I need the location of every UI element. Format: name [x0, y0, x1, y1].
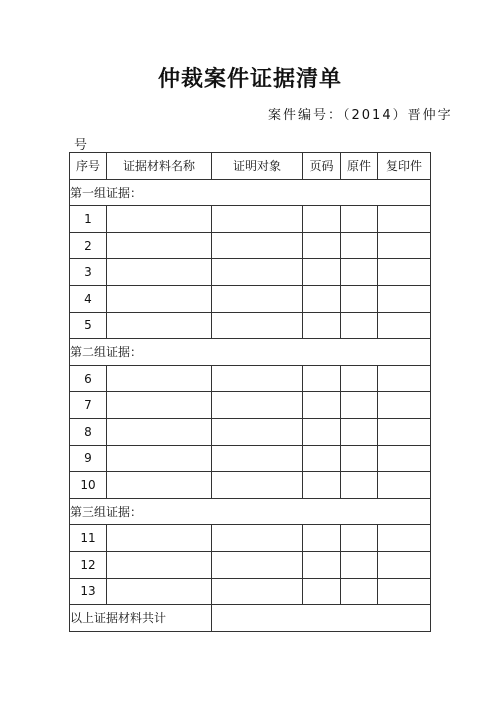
header-material-name: 证据材料名称 [107, 153, 212, 180]
cell-original[interactable] [341, 312, 378, 339]
row-number: 1 [70, 206, 107, 233]
header-original: 原件 [341, 153, 378, 180]
group-label: 第一组证据： [70, 179, 431, 206]
evidence-table [69, 152, 431, 632]
cell-copy[interactable] [378, 392, 431, 419]
cell-copy[interactable] [378, 551, 431, 578]
row-number: 12 [70, 551, 107, 578]
table-row [70, 312, 431, 339]
cell-proof-object[interactable] [212, 312, 303, 339]
cell-original[interactable] [341, 232, 378, 259]
document-title: 仲裁案件证据清单 [157, 66, 342, 92]
row-number: 2 [70, 232, 107, 259]
cell-material-name[interactable] [107, 206, 212, 233]
cell-proof-object[interactable] [212, 578, 303, 605]
cell-page[interactable] [303, 392, 341, 419]
group-row [70, 339, 431, 366]
cell-page[interactable] [303, 365, 341, 392]
cell-material-name[interactable] [107, 472, 212, 499]
case-number-tail: 号 [74, 138, 88, 153]
cell-copy[interactable] [378, 259, 431, 286]
cell-page[interactable] [303, 418, 341, 445]
table-row [70, 551, 431, 578]
cell-material-name[interactable] [107, 578, 212, 605]
table-row [70, 418, 431, 445]
row-number: 5 [70, 312, 107, 339]
cell-copy[interactable] [378, 365, 431, 392]
cell-material-name[interactable] [107, 392, 212, 419]
cell-proof-object[interactable] [212, 365, 303, 392]
cell-material-name[interactable] [107, 525, 212, 552]
row-number: 9 [70, 445, 107, 472]
table-row [70, 525, 431, 552]
cell-page[interactable] [303, 578, 341, 605]
cell-original[interactable] [341, 551, 378, 578]
cell-copy[interactable] [378, 285, 431, 312]
cell-proof-object[interactable] [212, 232, 303, 259]
cell-material-name[interactable] [107, 285, 212, 312]
cell-copy[interactable] [378, 472, 431, 499]
table-row [70, 285, 431, 312]
header-row [70, 153, 431, 180]
cell-material-name[interactable] [107, 445, 212, 472]
total-label: 以上证据材料共计 [70, 605, 212, 632]
group-label: 第二组证据： [70, 339, 431, 366]
cell-original[interactable] [341, 285, 378, 312]
table-row [70, 578, 431, 605]
row-number: 4 [70, 285, 107, 312]
cell-material-name[interactable] [107, 312, 212, 339]
row-number: 3 [70, 259, 107, 286]
cell-material-name[interactable] [107, 259, 212, 286]
cell-proof-object[interactable] [212, 392, 303, 419]
cell-original[interactable] [341, 418, 378, 445]
cell-copy[interactable] [378, 445, 431, 472]
row-number: 8 [70, 418, 107, 445]
cell-original[interactable] [341, 472, 378, 499]
cell-copy[interactable] [378, 578, 431, 605]
cell-proof-object[interactable] [212, 418, 303, 445]
table-row [70, 206, 431, 233]
row-number: 11 [70, 525, 107, 552]
cell-page[interactable] [303, 445, 341, 472]
group-row [70, 498, 431, 525]
cell-proof-object[interactable] [212, 472, 303, 499]
table-row [70, 472, 431, 499]
cell-original[interactable] [341, 578, 378, 605]
cell-copy[interactable] [378, 206, 431, 233]
row-number: 10 [70, 472, 107, 499]
cell-page[interactable] [303, 285, 341, 312]
header-proof-object: 证明对象 [212, 153, 303, 180]
table-row [70, 445, 431, 472]
cell-proof-object[interactable] [212, 551, 303, 578]
cell-page[interactable] [303, 525, 341, 552]
cell-proof-object[interactable] [212, 259, 303, 286]
cell-original[interactable] [341, 365, 378, 392]
table-row [70, 232, 431, 259]
cell-copy[interactable] [378, 312, 431, 339]
cell-proof-object[interactable] [212, 285, 303, 312]
cell-original[interactable] [341, 392, 378, 419]
cell-copy[interactable] [378, 418, 431, 445]
cell-original[interactable] [341, 259, 378, 286]
cell-original[interactable] [341, 206, 378, 233]
cell-original[interactable] [341, 525, 378, 552]
row-number: 6 [70, 365, 107, 392]
header-page: 页码 [303, 153, 341, 180]
total-value-cell[interactable] [212, 605, 431, 632]
cell-copy[interactable] [378, 525, 431, 552]
group-label: 第三组证据： [70, 498, 431, 525]
cell-copy[interactable] [378, 232, 431, 259]
header-seq: 序号 [70, 153, 107, 180]
cell-page[interactable] [303, 259, 341, 286]
row-number: 7 [70, 392, 107, 419]
cell-material-name[interactable] [107, 551, 212, 578]
cell-proof-object[interactable] [212, 445, 303, 472]
cell-original[interactable] [341, 445, 378, 472]
cell-page[interactable] [303, 551, 341, 578]
header-copy: 复印件 [378, 153, 431, 180]
cell-page[interactable] [303, 472, 341, 499]
table-row [70, 259, 431, 286]
cell-proof-object[interactable] [212, 525, 303, 552]
total-row [70, 605, 431, 632]
group-row [70, 179, 431, 206]
cell-material-name[interactable] [107, 365, 212, 392]
cell-page[interactable] [303, 312, 341, 339]
cell-material-name[interactable] [107, 232, 212, 259]
cell-page[interactable] [303, 232, 341, 259]
table-row [70, 365, 431, 392]
cell-proof-object[interactable] [212, 206, 303, 233]
row-number: 13 [70, 578, 107, 605]
cell-page[interactable] [303, 206, 341, 233]
cell-material-name[interactable] [107, 418, 212, 445]
case-number-line: 案件编号：（2014）晋仲字 [268, 108, 453, 123]
table-row [70, 392, 431, 419]
